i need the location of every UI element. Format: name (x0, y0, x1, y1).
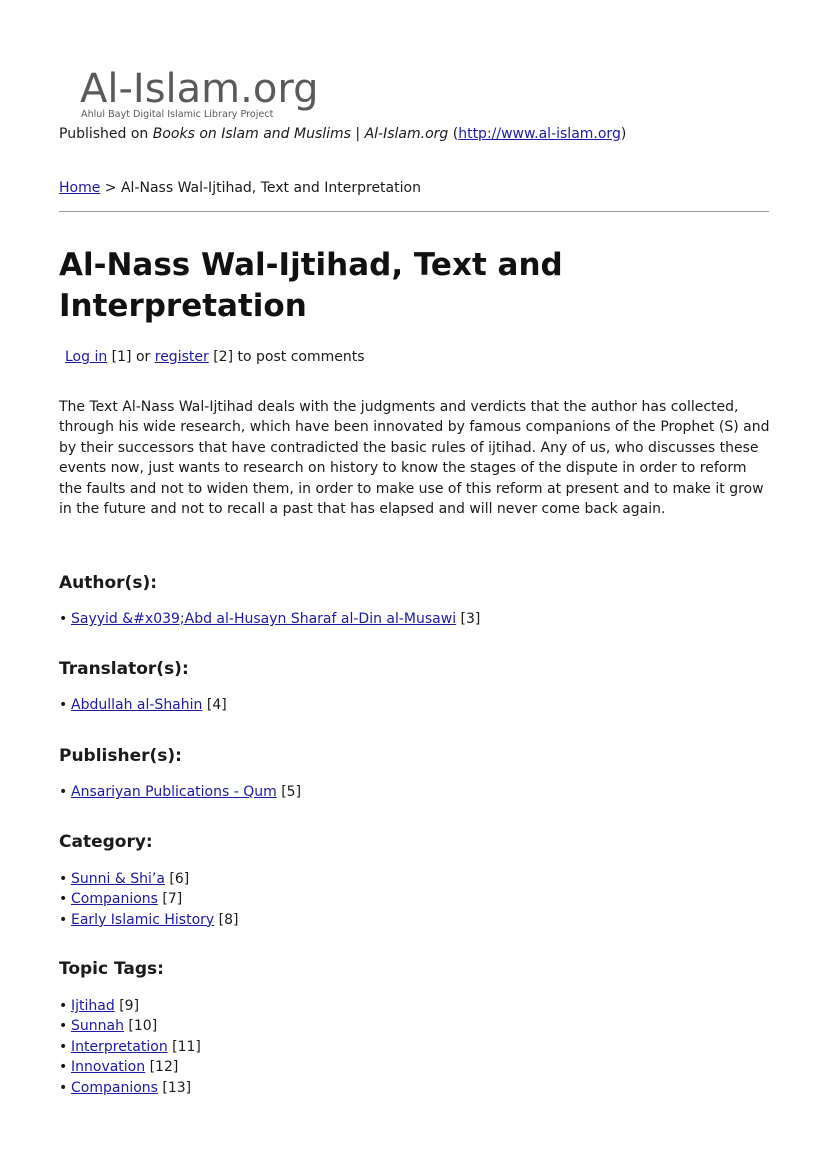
bullet-icon: • (59, 998, 68, 1014)
footnote-ref: [10] (128, 1018, 158, 1035)
topic-tags-section (59, 958, 759, 1096)
page-title: Al-Nass Wal-Ijtihad, Text and Interpretation (59, 247, 563, 324)
register-ref: [2] (213, 349, 234, 365)
published-prefix: Published on (59, 126, 149, 142)
list-item (59, 1078, 201, 1098)
publishers-list (59, 782, 301, 802)
list-item (59, 869, 238, 889)
book-description: The Text Al-Nass Wal-Ijtihad deals with the judgments and verdicts that the author has collected, through his wide research, which have been innovated by famous companions of the Prophet (S) and by their successors that have contradicted the basic rules of ijtihad. Any of us, who discusses these events now, just wants to research on history to know the stages of the dispute in order to reform the faults and not to widen them, in order to make use of this reform at present and to make it grow in the future and not to recall a past that has elapsed and will never come back again. (59, 399, 770, 518)
category-link[interactable]: Companions (71, 891, 158, 908)
authors-heading: Author(s): (59, 573, 158, 593)
footnote-ref: [9] (119, 998, 140, 1014)
topic-tags-list (59, 996, 201, 1098)
list-item (59, 910, 238, 930)
translators-section (59, 658, 759, 713)
footnote-ref: [5] (281, 784, 302, 800)
url-open-paren: ( (452, 126, 459, 142)
footnote-ref: [7] (162, 891, 183, 908)
bullet-icon: • (59, 1038, 68, 1055)
breadcrumb-current: Al-Nass Wal-Ijtihad, Text and Interpretation (120, 180, 421, 196)
login-link[interactable]: Log in (65, 349, 108, 365)
bullet-icon: • (59, 784, 68, 800)
translator-link[interactable]: Abdullah al-Shahin (71, 697, 203, 713)
footnote-ref: [8] (218, 911, 239, 928)
register-link[interactable]: register (154, 349, 209, 365)
bullet-icon: • (59, 1059, 68, 1076)
author-link[interactable]: Sayyid &#x039;Abd al-Husayn Sharaf al-Din al-Musawi (71, 611, 457, 627)
breadcrumb (59, 179, 421, 197)
tag-link[interactable]: Ijtihad (71, 998, 115, 1014)
list-item (59, 889, 238, 909)
comment-login-line (65, 348, 365, 366)
post-comments-text: to post comments (237, 349, 365, 365)
footnote-ref: [12] (149, 1059, 179, 1076)
bullet-icon: • (59, 891, 68, 908)
footnote-ref: [3] (460, 611, 481, 627)
bullet-icon: • (59, 611, 68, 627)
url-close-paren: ) (620, 126, 627, 142)
list-item (59, 609, 480, 629)
translators-list (59, 695, 227, 715)
tag-link[interactable]: Companions (71, 1079, 158, 1096)
footnote-ref: [11] (172, 1038, 201, 1055)
bullet-icon: • (59, 697, 68, 713)
list-item (59, 1057, 201, 1077)
list-item (59, 695, 227, 715)
bullet-icon: • (59, 911, 68, 928)
footnote-ref: [13] (162, 1079, 192, 1096)
list-item (59, 996, 201, 1016)
publishers-section (59, 745, 759, 800)
header-divider (59, 211, 769, 212)
tag-link[interactable]: Interpretation (71, 1038, 168, 1055)
category-heading: Category: (59, 832, 153, 852)
breadcrumb-separator: > (104, 180, 117, 196)
publisher-link[interactable]: Ansariyan Publications - Qum (71, 784, 277, 800)
authors-section (59, 572, 759, 627)
bullet-icon: • (59, 871, 68, 887)
category-link[interactable]: Early Islamic History (71, 911, 215, 928)
category-link[interactable]: Sunni & Shi’a (71, 871, 165, 887)
site-url-link[interactable]: http://www.al-islam.org (458, 126, 621, 142)
footnote-ref: [6] (169, 871, 190, 887)
bullet-icon: • (59, 1079, 68, 1096)
login-ref: [1] (111, 349, 132, 365)
published-line (59, 125, 626, 143)
or-text: or (135, 349, 151, 365)
list-item (59, 1016, 201, 1036)
published-site: Books on Islam and Muslims | Al-Islam.org (152, 126, 449, 142)
topic-tags-heading: Topic Tags: (59, 959, 164, 979)
breadcrumb-home-link[interactable]: Home (59, 180, 101, 196)
site-logo[interactable] (80, 66, 320, 122)
logo-wordmark: Al-Islam.org (80, 66, 319, 112)
list-item (59, 1037, 201, 1057)
category-list (59, 869, 238, 930)
footnote-ref: [4] (206, 697, 227, 713)
list-item (59, 782, 301, 802)
category-section (59, 831, 759, 928)
tag-link[interactable]: Sunnah (71, 1018, 124, 1035)
bullet-icon: • (59, 1018, 68, 1035)
authors-list (59, 609, 480, 629)
translators-heading: Translator(s): (59, 659, 189, 679)
publishers-heading: Publisher(s): (59, 746, 182, 766)
logo-tagline: Ahlul Bayt Digital Islamic Library Project (81, 109, 274, 120)
tag-link[interactable]: Innovation (71, 1059, 146, 1076)
